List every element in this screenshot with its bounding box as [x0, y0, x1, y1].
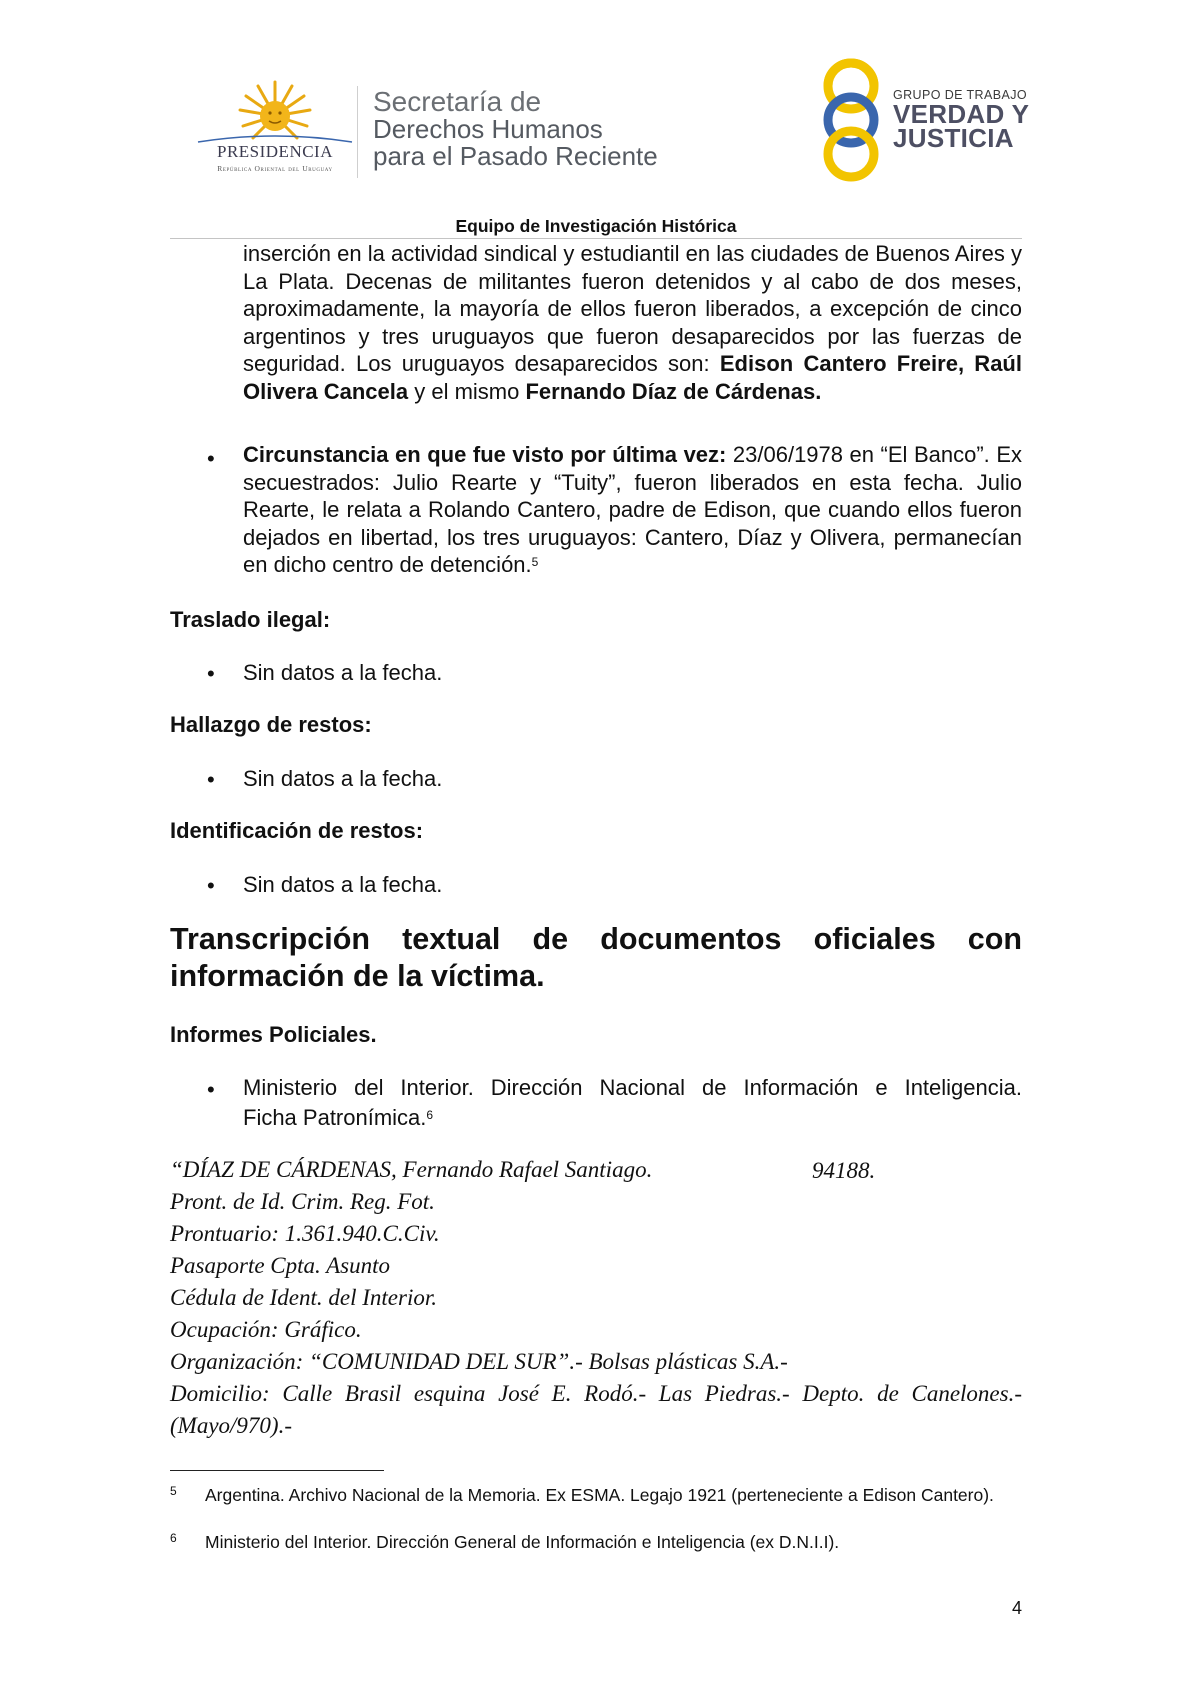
intro-paragraph [243, 240, 1022, 406]
bullet-hallazgo: • [207, 767, 215, 792]
intro-bold-names: Edison Cantero Freire, Raúl Olivera Cancela [243, 351, 1022, 404]
footnote-number: 6 [170, 1531, 177, 1545]
ficha-line: Prontuario: 1.361.940.C.Civ. [170, 1221, 440, 1246]
heading-line1: Transcripción textual de documentos oficiales con [170, 922, 1022, 956]
justicia-label: JUSTICIA [893, 123, 1014, 153]
traslado-label: Traslado ilegal: [170, 607, 331, 632]
presidencia-subtitle: República Oriental del Uruguay [217, 164, 333, 173]
presidencia-name: PRESIDENCIA [216, 142, 333, 161]
header-divider [357, 86, 358, 178]
footnote-text: Ministerio del Interior. Dirección General de Información e Inteligencia (ex D.N.I.I). [205, 1532, 840, 1552]
ficha-number: 94188. [812, 1158, 876, 1183]
transcripcion-heading [170, 921, 1022, 995]
verdad-justicia-rings-icon [815, 58, 887, 182]
identificacion-label: Identificación de restos: [170, 818, 424, 843]
footnote-ref-6: 6 [426, 1108, 434, 1122]
bullet-informes: • [207, 1077, 215, 1102]
heading-line2: información de la víctima. [170, 959, 545, 993]
footnote-text: Argentina. Archivo Nacional de la Memoria. Ex ESMA. Legajo 1921 (perteneciente a Edison Cantero). [205, 1485, 994, 1505]
ficha-line: (Mayo/970).- [170, 1413, 292, 1438]
informes-item-line1: Ministerio del Interior. Dirección Nacional de Información e Inteligencia. [243, 1075, 1022, 1100]
secretaria-logo-text [373, 88, 658, 170]
sun-emblem-icon [238, 80, 312, 142]
ficha-line: Ocupación: Gráfico. [170, 1317, 362, 1342]
bullet-identificacion: • [207, 873, 215, 898]
ficha-line: Pasaporte Cpta. Asunto [170, 1253, 391, 1278]
page-number: 4 [1011, 1598, 1022, 1618]
ficha-line: Pront. de Id. Crim. Reg. Fot. [170, 1189, 435, 1214]
hallazgo-item: Sin datos a la fecha. [243, 766, 443, 791]
presidencia-logo [196, 80, 354, 176]
footnote-number: 5 [170, 1484, 177, 1498]
intro-text-2: y el mismo [408, 378, 526, 404]
secretaria-line1: Secretaría de [373, 86, 542, 117]
circunstancia-text: 23/06/1978 en “El Banco”. Ex secuestrados: Julio Rearte y “Tuity”, fueron liberados en esta fecha. Julio Rearte, le relata a Rolando Cantero, padre de Edison, que cuando ellos fueron dejados en libertad, los tres uruguayos: Cantero, Díaz y Olivera, permanecían en dicho centro de detención. [243, 442, 1022, 578]
secretaria-line3: para el Pasado Reciente [373, 141, 658, 171]
ficha-line: Cédula de Ident. del Interior. [170, 1285, 438, 1310]
verdad-label: VERDAD Y [893, 99, 1030, 129]
ficha-line: Organización: “COMUNIDAD DEL SUR”.- Bolsas plásticas S.A.- [170, 1349, 788, 1374]
header-rule [170, 238, 1022, 239]
circunstancia-label: Circunstancia en que fue visto por última vez: [243, 442, 727, 467]
informes-item-line2-text: Ficha Patronímica. [243, 1105, 427, 1130]
bullet-circunstancia: • [207, 446, 215, 471]
bullet-traslado: • [207, 661, 215, 686]
traslado-item: Sin datos a la fecha. [243, 660, 443, 685]
ficha-name: “DÍAZ DE CÁRDENAS, Fernando Rafael Santiago. [170, 1157, 653, 1182]
team-header: Equipo de Investigación Histórica [455, 216, 737, 236]
footnote-rule [170, 1470, 384, 1471]
informes-item-line2 [243, 1104, 433, 1132]
circunstancia-paragraph [243, 441, 1022, 579]
informes-label: Informes Policiales. [170, 1022, 377, 1047]
secretaria-line2: Derechos Humanos [373, 114, 603, 144]
footnote-ref-5: 5 [531, 555, 539, 570]
intro-text-1: inserción en la actividad sindical y estudiantil en las ciudades de Buenos Aires y La Plata. Decenas de militantes fueron detenidos y al cabo de dos meses, aproximadamente, la mayoría de ellos fueron liberados, a excepción de cinco argentinos y tres uruguayos que fueron desaparecidos por las fuerzas de seguridad. Los uruguayos desaparecidos son: [243, 241, 1023, 377]
intro-bold-name-2: Fernando Díaz de Cárdenas. [525, 378, 822, 404]
grupo-trabajo-label: GRUPO DE TRABAJO [893, 88, 1027, 102]
ficha-line: Domicilio: Calle Brasil esquina José E. Rodó.- Las Piedras.- Depto. de Canelones.- [170, 1381, 1022, 1406]
identificacion-item: Sin datos a la fecha. [243, 872, 443, 897]
hallazgo-label: Hallazgo de restos: [170, 712, 372, 737]
